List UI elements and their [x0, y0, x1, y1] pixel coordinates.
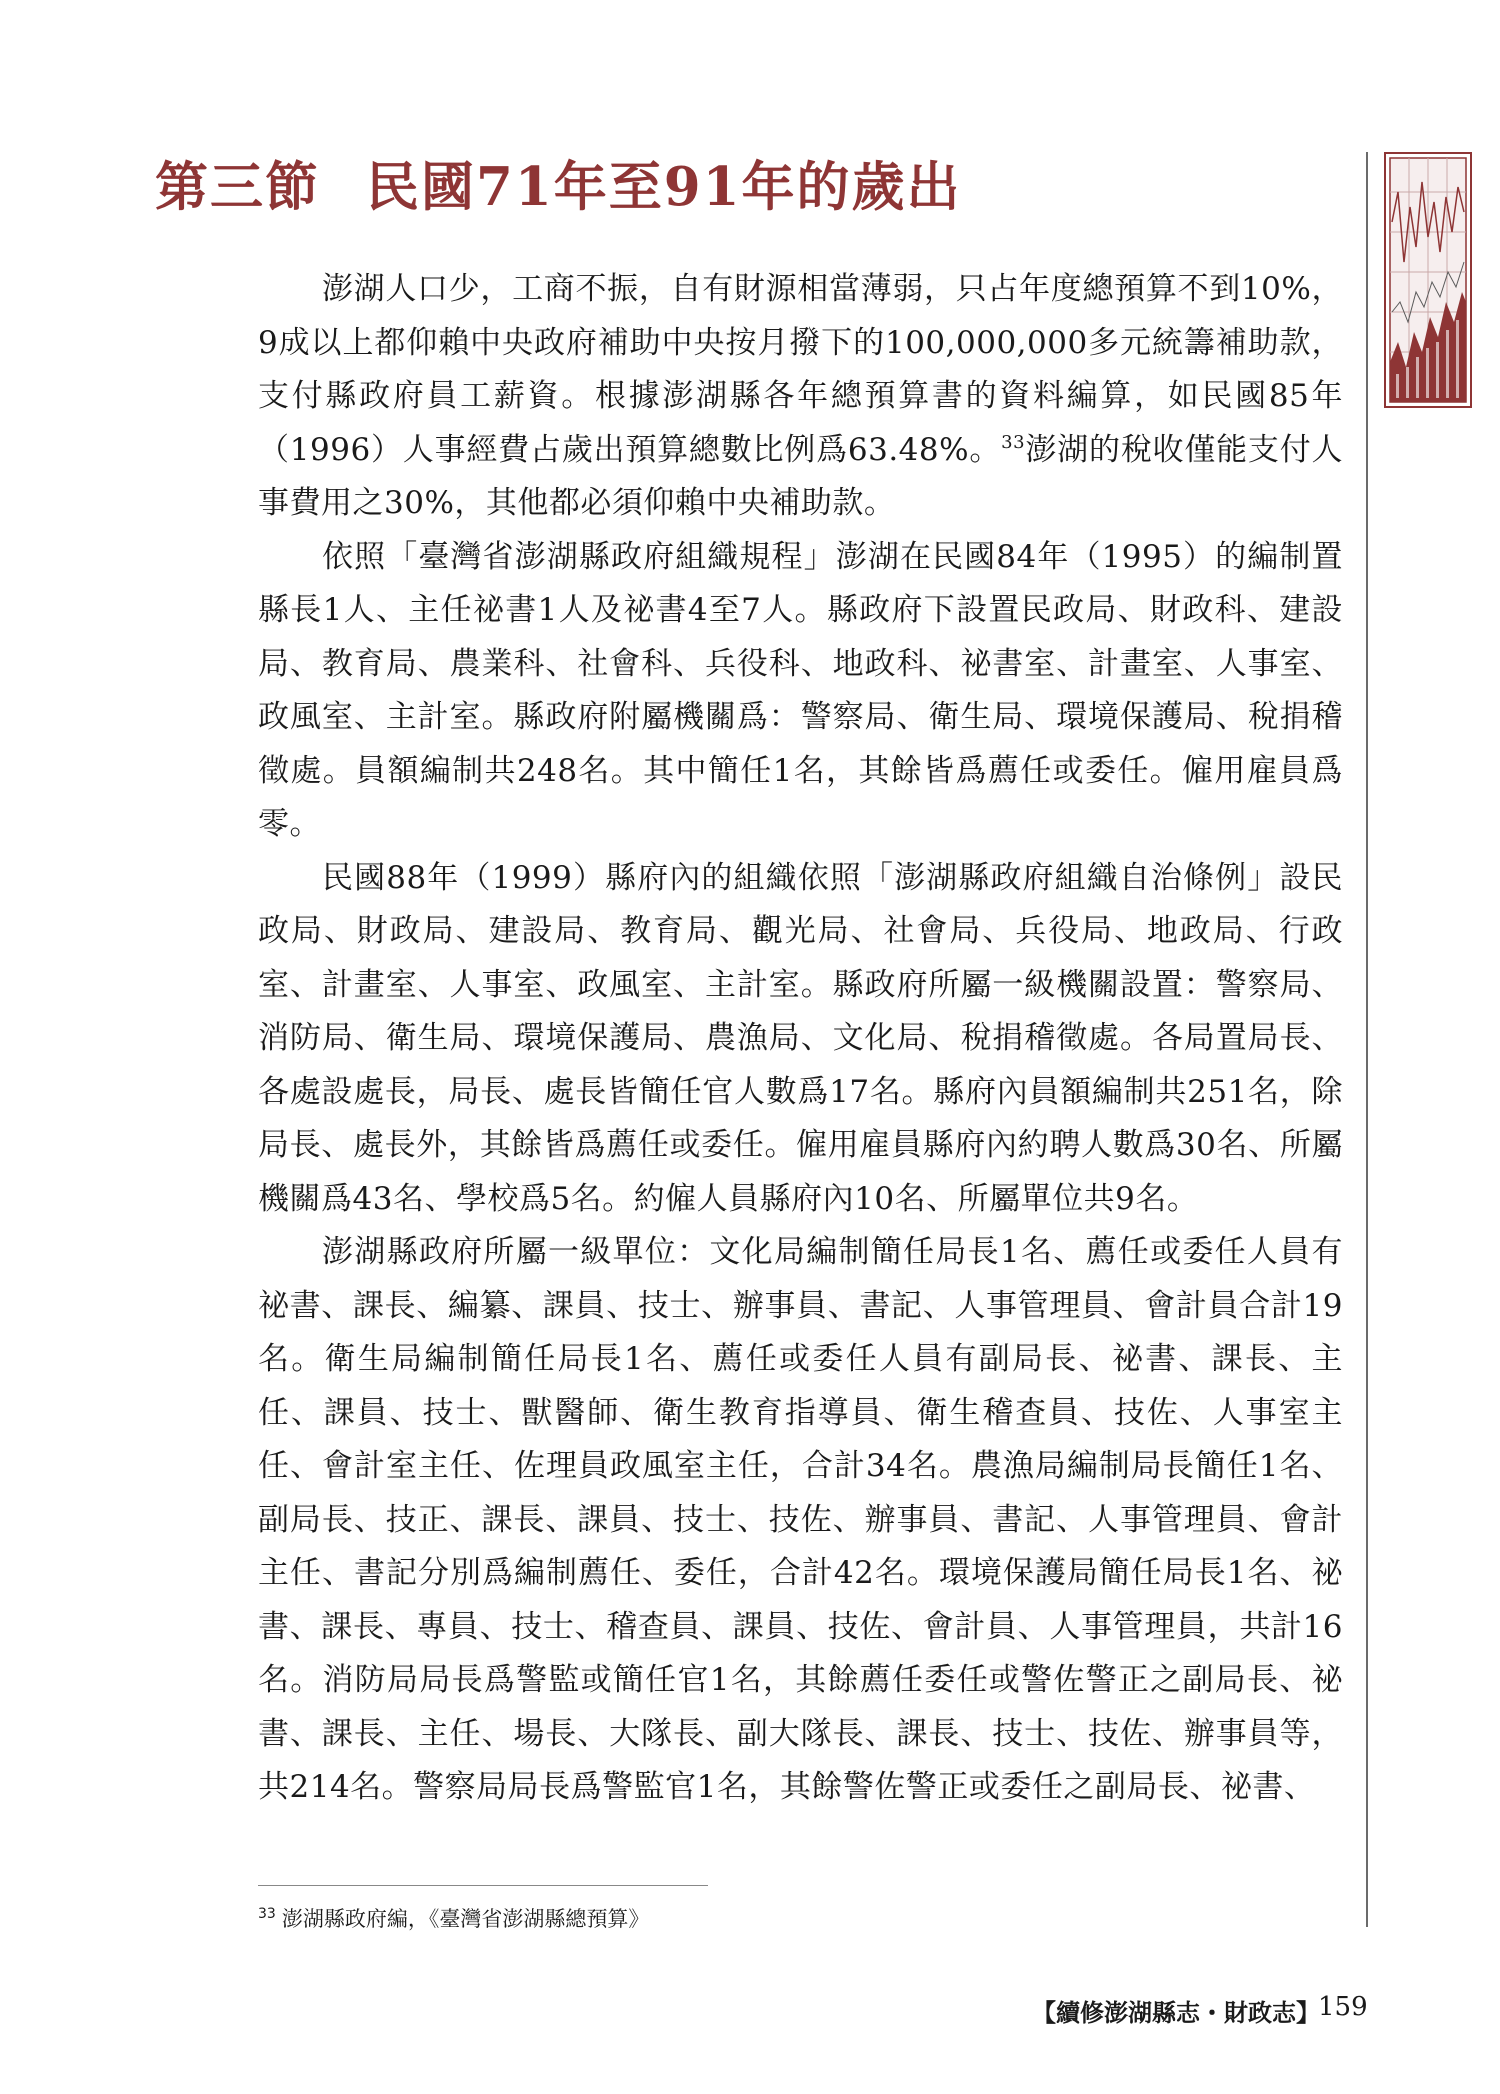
section-label: 第三節	[155, 156, 320, 218]
chart-thumbnail-icon	[1384, 152, 1472, 408]
paragraph-1	[258, 263, 1343, 531]
paragraph-2: 依照「臺灣省澎湖縣政府組織規程」澎湖在民國84年（1995）的編制置縣長1人、主任祕書1人及祕書4至7人。縣政府下設置民政局、財政科、建設局、教育局、農業科、社會科、兵役科、地政科、祕書室、計畫室、人事室、政風室、主計室。縣政府附屬機關爲：警察局、衛生局、環境保護局、稅捐稽徵處。員額編制共248名。其中簡任1名，其餘皆爲薦任或委任。僱用雇員爲零。	[258, 538, 1343, 842]
footnote-text: 澎湖縣政府編，《臺灣省澎湖縣總預算》	[281, 1907, 650, 1931]
paragraph-3: 民國88年（1999）縣府內的組織依照「澎湖縣政府組織自治條例」設民政局、財政局、建設局、教育局、觀光局、社會局、兵役局、地政局、行政室、計畫室、人事室、政風室、主計室。縣政府所屬一級機關設置：警察局、消防局、衛生局、環境保護局、農漁局、文化局、稅捐稽徵處。各局置局長、各處設處長，局長、處長皆簡任官人數爲17名。縣府內員額編制共251名，除局長、處長外，其餘皆爲薦任或委任。僱用雇員縣府內約聘人數爲30名、所屬機關爲43名、學校爲5名。約僱人員縣府內10名、所屬單位共9名。	[258, 859, 1343, 1217]
vertical-rule	[1366, 152, 1368, 1927]
body-text	[258, 263, 1343, 1815]
paragraph-4: 澎湖縣政府所屬一級單位：文化局編制簡任局長1名、薦任或委任人員有祕書、課長、編纂、課員、技士、辦事員、書記、人事管理員、會計員合計19名。衛生局編制簡任局長1名、薦任或委任人員有副局長、祕書、課長、主任、課員、技士、獸醫師、衛生教育指導員、衛生稽查員、技佐、人事室主任、會計室主任、佐理員政風室主任，合計34名。農漁局編制局長簡任1名、副局長、技正、課長、課員、技士、技佐、辦事員、書記、人事管理員、會計主任、書記分別爲編制薦任、委任，合計42名。環境保護局簡任局長1名、祕書、課長、專員、技士、稽查員、課員、技佐、會計員、人事管理員，共計16名。消防局局長爲警監或簡任官1名，其餘薦任委任或警佐警正之副局長、祕書、課長、主任、場長、大隊長、副大隊長、課長、技士、技佐、辦事員等，共214名。警察局局長爲警監官1名，其餘警佐警正或委任之副局長、祕書、	[258, 1234, 1343, 1805]
section-title	[155, 152, 962, 222]
footnote-ref-33[interactable]: 33	[1001, 431, 1026, 453]
footnote-number: 33	[258, 1906, 276, 1922]
paragraph-1-text-b: 澎湖的稅收僅能支付人事費用之30%，其他都必須仰賴中央補助款。	[258, 431, 1344, 521]
page-number: 159	[1318, 1992, 1368, 2022]
footnote	[258, 1903, 649, 1933]
paragraph-1-text-a: 澎湖人口少，工商不振，自有財源相當薄弱，只占年度總預算不到10%，9成以上都仰賴中央政府補助中央按月撥下的100,000,000多元統籌補助款，支付縣政府員工薪資。根據澎湖縣各年總預算書的資料編算，如民國85年（1996）人事經費占歲出預算總數比例爲63.48%。	[258, 271, 1343, 468]
section-heading: 民國71年至91年的歲出	[366, 156, 962, 218]
running-footer: 【續修澎湖縣志・財政志】	[1032, 1998, 1320, 2027]
footnote-divider	[258, 1885, 708, 1886]
